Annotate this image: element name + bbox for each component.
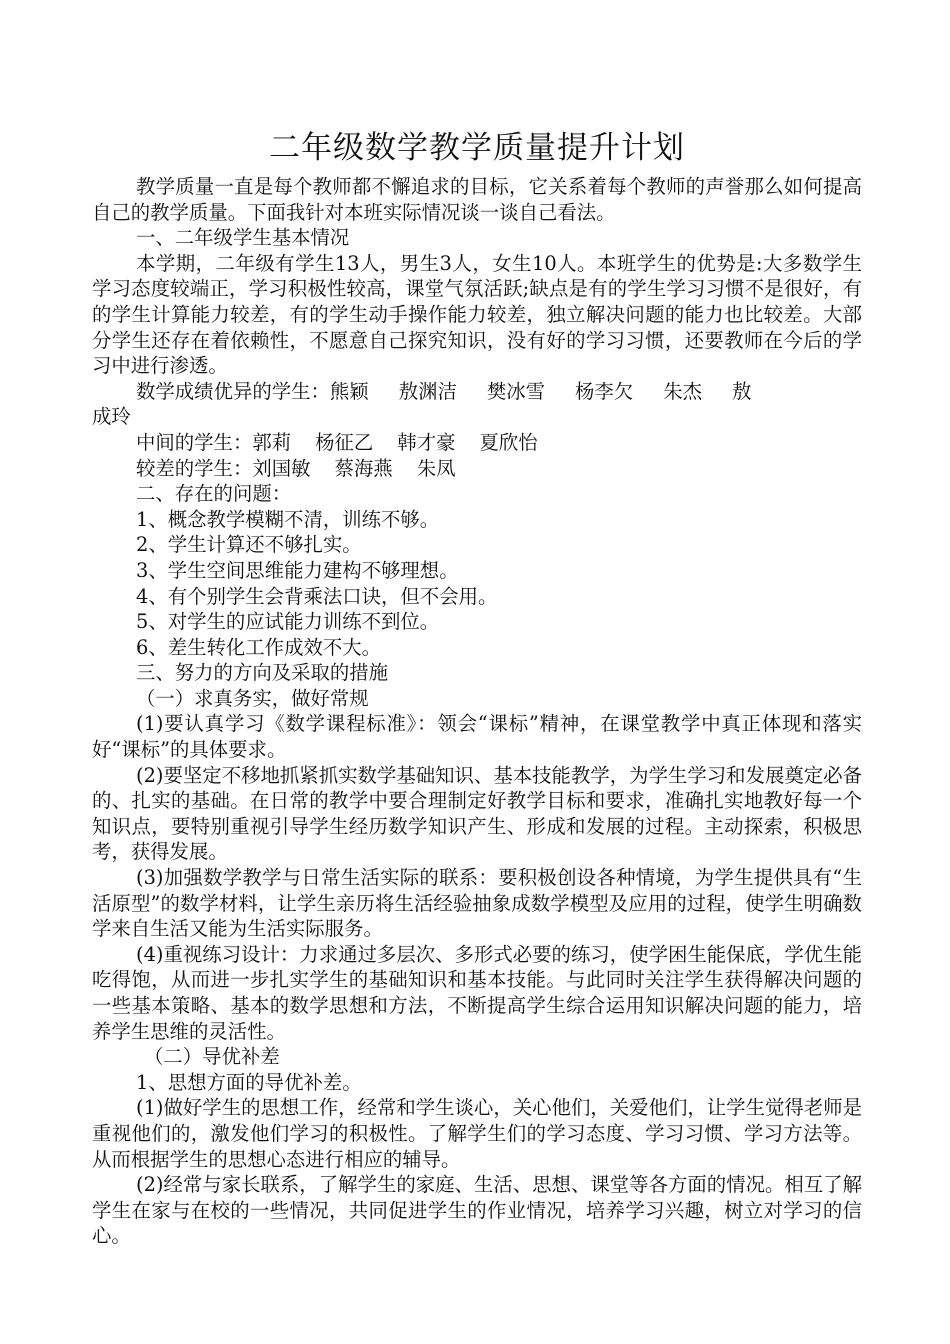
measure-paragraph: (2)要坚定不移地抓紧抓实数学基础知识、基本技能教学，为学生学习和发展奠定必备的、扎实的基础。在日常的教学中要合理制定好教学目标和要求，准确扎实地教好每一个知识点，要特别重视引导学生经历数学知识产生、形成和发展的过程。主动探索，积极思考，获得发展。: [92, 763, 862, 864]
student-name: 敖渊洁: [398, 379, 457, 403]
student-name: 夏欣怡: [479, 430, 538, 454]
document-title: 二年级数学教学质量提升计划: [269, 130, 685, 166]
student-name-wrap: 成玲: [92, 405, 131, 429]
section2-heading: 二、存在的问题：: [136, 482, 292, 506]
measure-paragraph: (3)加强数学教学与日常生活实际的联系：要积极创设各种情境，为学生提供具有“生活原型”的数学材料，让学生亲历将生活经验抽象成数学模型及应用的过程，使学生明确数学来自生活又能为生活实际服务。: [92, 866, 862, 941]
subsection1-heading: （一）求真务实，做好常规: [136, 686, 369, 710]
guidance-paragraph: (2)经常与家长联系，了解学生的家庭、生活、思想、课堂等各方面的情况。相互了解学生在家与在校的一些情况，共同促进学生的作业情况，培养学习兴趣，树立对学习的信心。: [92, 1173, 862, 1248]
middle-students-line: [92, 430, 862, 456]
poor-students-label: 较差的学生：刘国敏: [136, 456, 311, 480]
student-name: 韩才豪: [397, 430, 456, 454]
problem-item: 2、学生计算还不够扎实。: [136, 533, 362, 557]
subsection2-heading: （二）导优补差: [144, 1045, 280, 1069]
measure-paragraph: (1)要认真学习《数学课程标准》：领会“课标”精神，在课堂教学中真正体现和落实好“课标”的具体要求。: [92, 712, 862, 762]
section3-heading: 三、努力的方向及采取的措施: [136, 661, 389, 685]
problem-item: 4、有个别学生会背乘法口诀，但不会用。: [136, 584, 498, 608]
middle-students-label: 中间的学生：郭莉: [136, 430, 292, 454]
student-name: 朱凤: [416, 456, 456, 480]
subsection2-item: 1、思想方面的导优补差。: [136, 1070, 362, 1094]
student-name: 朱杰: [663, 379, 702, 403]
problem-item: 5、对学生的应试能力训练不到位。: [136, 610, 440, 634]
student-name: 蔡海燕: [334, 456, 393, 480]
problem-item: 3、学生空间思维能力建构不够理想。: [136, 558, 459, 582]
student-name: 杨李欠: [575, 379, 634, 403]
section1-heading: 一、二年级学生基本情况: [136, 226, 350, 250]
intro-paragraph: 教学质量一直是每个教师都不懈追求的目标，它关系着每个教师的声誉那么如何提高自己的教学质量。下面我针对本班实际情况谈一谈自己看法。: [92, 175, 862, 224]
excellent-students-line: [92, 379, 862, 430]
student-name: 樊冰雪: [486, 379, 546, 403]
problem-item: 1、概念教学模糊不清，训练不够。: [136, 507, 440, 531]
poor-students-line: [92, 456, 862, 482]
excellent-students-label: 数学成绩优异的学生：熊颖: [136, 379, 369, 403]
document-page: [92, 126, 862, 1249]
student-name: 杨征乙: [315, 430, 374, 454]
section1-body: 本学期，二年级有学生13人，男生3人，女生10人。本班学生的优势是:大多数学生学习态度较端正，学习积极性较高，课堂气氛活跃;缺点是有的学生学习习惯不是很好，有的学生计算能力较差，有的学生动手操作能力较差，独立解决问题的能力也比较差。大部分学生还存在着依赖性，不愿意自己探究知识，没有好的学习习惯，还要教师在今后的学习中进行渗透。: [92, 251, 862, 378]
problem-item: 6、差生转化工作成效不大。: [136, 635, 382, 659]
guidance-paragraph: (1)做好学生的思想工作，经常和学生谈心，关心他们，关爱他们，让学生觉得老师是重视他们的，激发他们学习的积极性。了解学生们的学习态度、学习习惯、学习方法等。从而根据学生的思想心态进行相应的辅导。: [92, 1096, 862, 1171]
student-name: 敖: [731, 379, 752, 403]
measure-paragraph: (4)重视练习设计：力求通过多层次、多形式必要的练习，使学困生能保底，学优生能吃得饱，从而进一步扎实学生的基础知识和基本技能。与此同时关注学生获得解决问题的一些基本策略、基本的数学思想和方法，不断提高学生综合运用知识解决问题的能力，培养学生思维的灵活性。: [92, 942, 862, 1043]
